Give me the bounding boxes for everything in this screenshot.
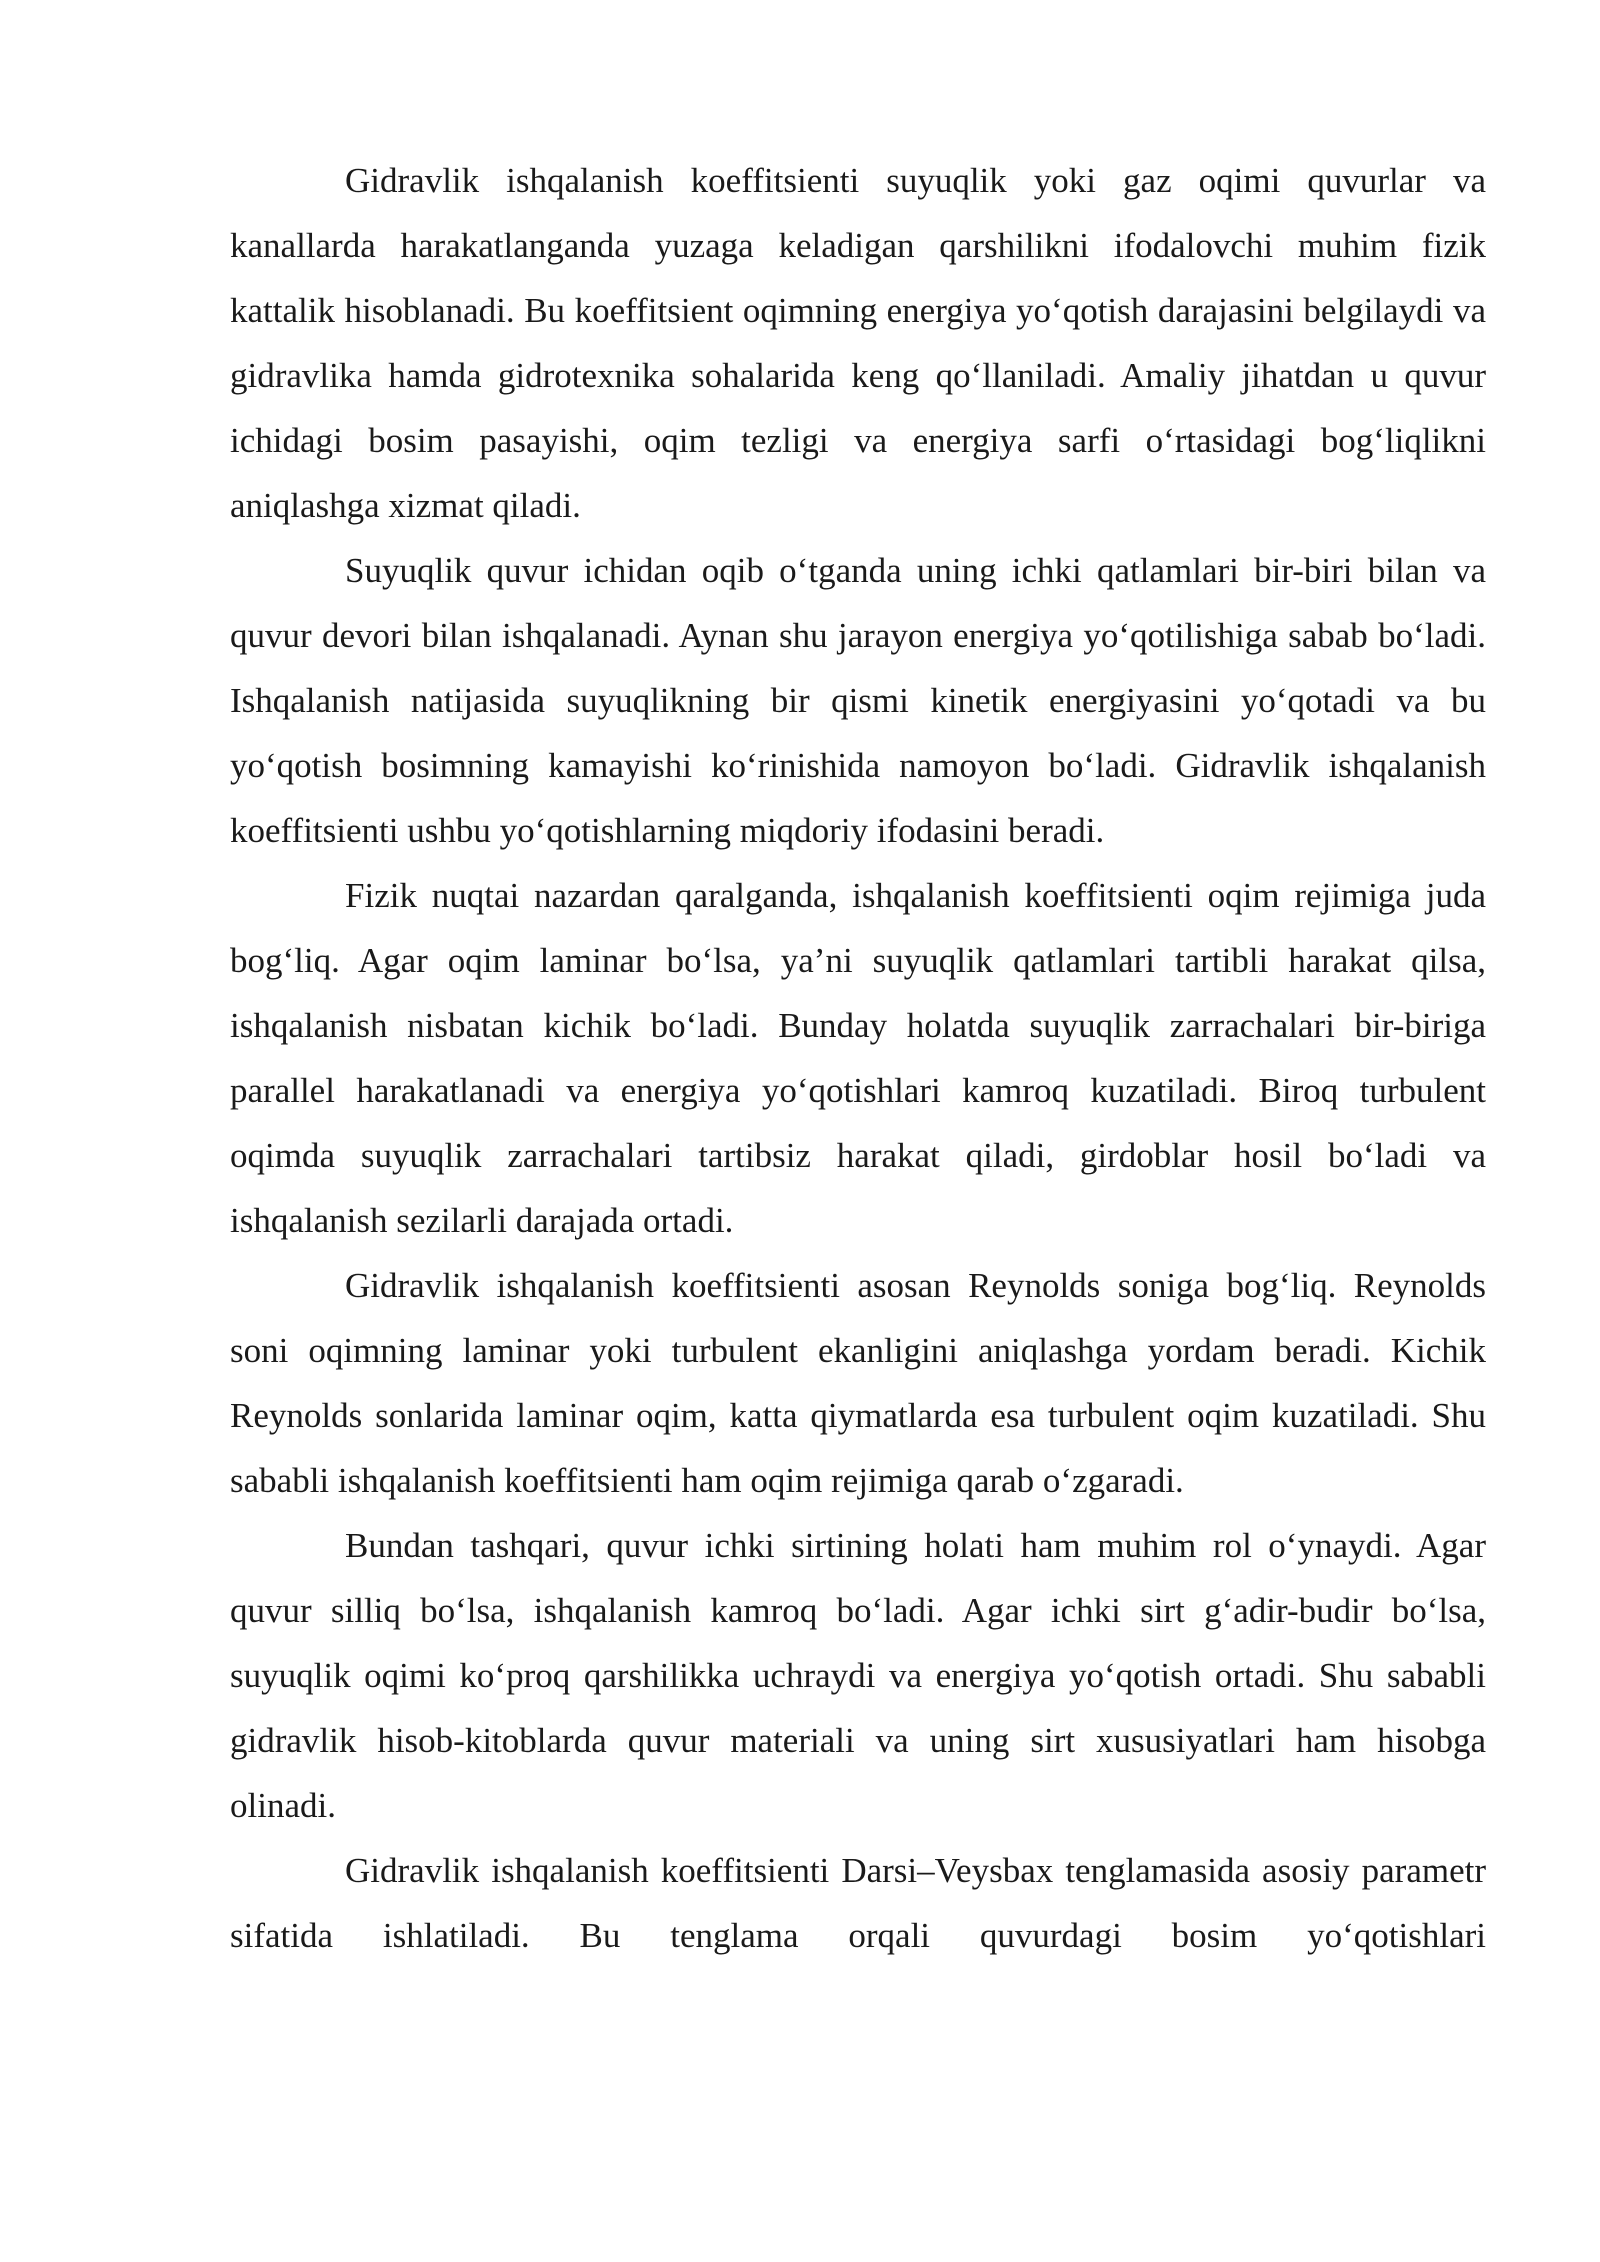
document-body — [230, 148, 1486, 1968]
paragraph-2: Suyuqlik quvur ichidan oqib o‘tganda uning ichki qatlamlari bir-biri bilan va quvur devori bilan ishqalanadi. Aynan shu jarayon energiya yo‘qotilishiga sabab bo‘ladi. Ishqalanish natijasida suyuqlikning bir qismi kinetik energiyasini yo‘qotadi va bu yo‘qotish bosimning kamayishi ko‘rinishida namoyon bo‘ladi. Gidravlik ishqalanish koeffitsienti ushbu yo‘qotishlarning miqdoriy ifodasini beradi. — [230, 551, 1486, 850]
paragraph-3: Fizik nuqtai nazardan qaralganda, ishqalanish koeffitsienti oqim rejimiga juda bog‘liq. Agar oqim laminar bo‘lsa, ya’ni suyuqlik qatlamlari tartibli harakat qilsa, ishqalanish nisbatan kichik bo‘ladi. Bunday holatda suyuqlik zarrachalari bir-biriga parallel harakatlanadi va energiya yo‘qotishlari kamroq kuzatiladi. Biroq turbulent oqimda suyuqlik zarrachalari tartibsiz harakat qiladi, girdoblar hosil bo‘ladi va ishqalanish sezilarli darajada ortadi. — [230, 876, 1486, 1240]
paragraph-1: Gidravlik ishqalanish koeffitsienti suyuqlik yoki gaz oqimi quvurlar va kanallarda harakatlanganda yuzaga keladigan qarshilikni ifodalovchi muhim fizik kattalik hisoblanadi. Bu koeffitsient oqimning energiya yo‘qotish darajasini belgilaydi va gidravlika hamda gidrotexnika sohalarida keng qo‘llaniladi. Amaliy jihatdan u quvur ichidagi bosim pasayishi, oqim tezligi va energiya sarfi o‘rtasidagi bog‘liqlikni aniqlashga xizmat qiladi. — [230, 161, 1486, 525]
paragraph-5: Bundan tashqari, quvur ichki sirtining holati ham muhim rol o‘ynaydi. Agar quvur silliq bo‘lsa, ishqalanish kamroq bo‘ladi. Agar ichki sirt g‘adir-budir bo‘lsa, suyuqlik oqimi ko‘proq qarshilikka uchraydi va energiya yo‘qotish ortadi. Shu sababli gidravlik hisob-kitoblarda quvur materiali va uning sirt xususiyatlari ham hisobga olinadi. — [230, 1526, 1486, 1825]
paragraph-4: Gidravlik ishqalanish koeffitsienti asosan Reynolds soniga bog‘liq. Reynolds soni oqimning laminar yoki turbulent ekanligini aniqlashga yordam beradi. Kichik Reynolds sonlarida laminar oqim, katta qiymatlarda esa turbulent oqim kuzatiladi. Shu sababli ishqalanish koeffitsienti ham oqim rejimiga qarab o‘zgaradi. — [230, 1266, 1486, 1500]
paragraph-6: Gidravlik ishqalanish koeffitsienti Darsi–Veysbax tenglamasida asosiy parametr sifatida ishlatiladi. Bu tenglama orqali quvurdagi bosim yo‘qotishlari — [230, 1851, 1486, 1955]
